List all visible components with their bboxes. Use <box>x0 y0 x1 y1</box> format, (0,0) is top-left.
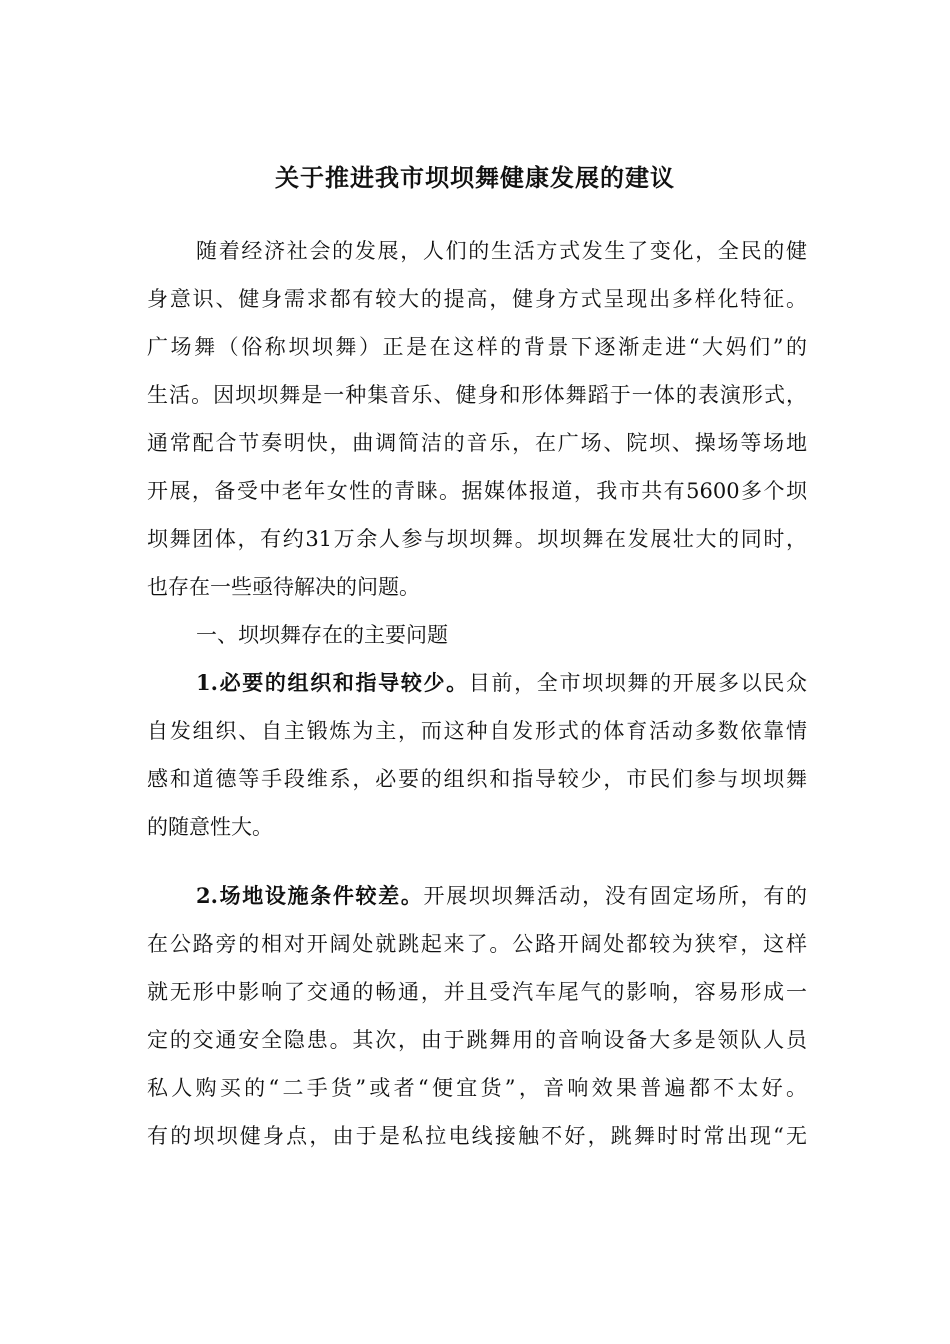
paragraph-line: 有的坝坝健身点，由于是私拉电线接触不好，跳舞时时常出现“无 <box>147 1124 807 1148</box>
paragraph-line: 自发组织、自主锻炼为主，而这种自发形式的体育活动多数依靠情 <box>147 719 807 743</box>
paragraph-line: 定的交通安全隐患。其次，由于跳舞用的音响设备大多是领队人员 <box>147 1028 807 1052</box>
paragraph-line: 的随意性大。 <box>147 815 273 839</box>
paragraph-line: 通常配合节奏明快，曲调简洁的音乐，在广场、院坝、操场等场地 <box>147 431 807 455</box>
paragraph-line: 广场舞（俗称坝坝舞）正是在这样的背景下逐渐走进“大妈们”的 <box>147 335 807 359</box>
point-2-first-line <box>196 872 807 920</box>
paragraph-line: 在公路旁的相对开阔处就跳起来了。公路开阔处都较为狭窄，这样 <box>147 932 807 956</box>
point-1-text: 目前，全市坝坝舞的开展多以民众 <box>468 671 807 695</box>
paragraph-line: 感和道德等手段维系，必要的组织和指导较少，市民们参与坝坝舞 <box>147 767 807 791</box>
paragraph-line: 开展，备受中老年女性的青睐。据媒体报道，我市共有5600多个坝 <box>147 479 807 503</box>
paragraph-line: 随着经济社会的发展，人们的生活方式发生了变化，全民的健 <box>196 239 807 263</box>
point-1-first-line <box>196 659 807 707</box>
document-title: 关于推进我市坝坝舞健康发展的建议 <box>275 163 675 192</box>
point-2-text: 开展坝坝舞活动，没有固定场所，有的 <box>423 884 807 908</box>
paragraph-line: 私人购买的“二手货”或者“便宜货”，音响效果普遍都不太好。 <box>147 1076 807 1100</box>
paragraph-line: 生活。因坝坝舞是一种集音乐、健身和形体舞蹈于一体的表演形式， <box>147 383 807 407</box>
point-2-heading: 2.场地设施条件较差。 <box>196 883 424 908</box>
paragraph-line: 也存在一些亟待解决的问题。 <box>147 575 420 599</box>
point-1-heading: 1.必要的组织和指导较少。 <box>196 670 469 695</box>
section-heading: 一、坝坝舞存在的主要问题 <box>196 623 448 647</box>
paragraph-line: 就无形中影响了交通的畅通，并且受汽车尾气的影响，容易形成一 <box>147 980 807 1004</box>
paragraph-line: 身意识、健身需求都有较大的提高，健身方式呈现出多样化特征。 <box>147 287 807 311</box>
paragraph-line: 坝舞团体，有约31万余人参与坝坝舞。坝坝舞在发展壮大的同时， <box>147 527 807 551</box>
